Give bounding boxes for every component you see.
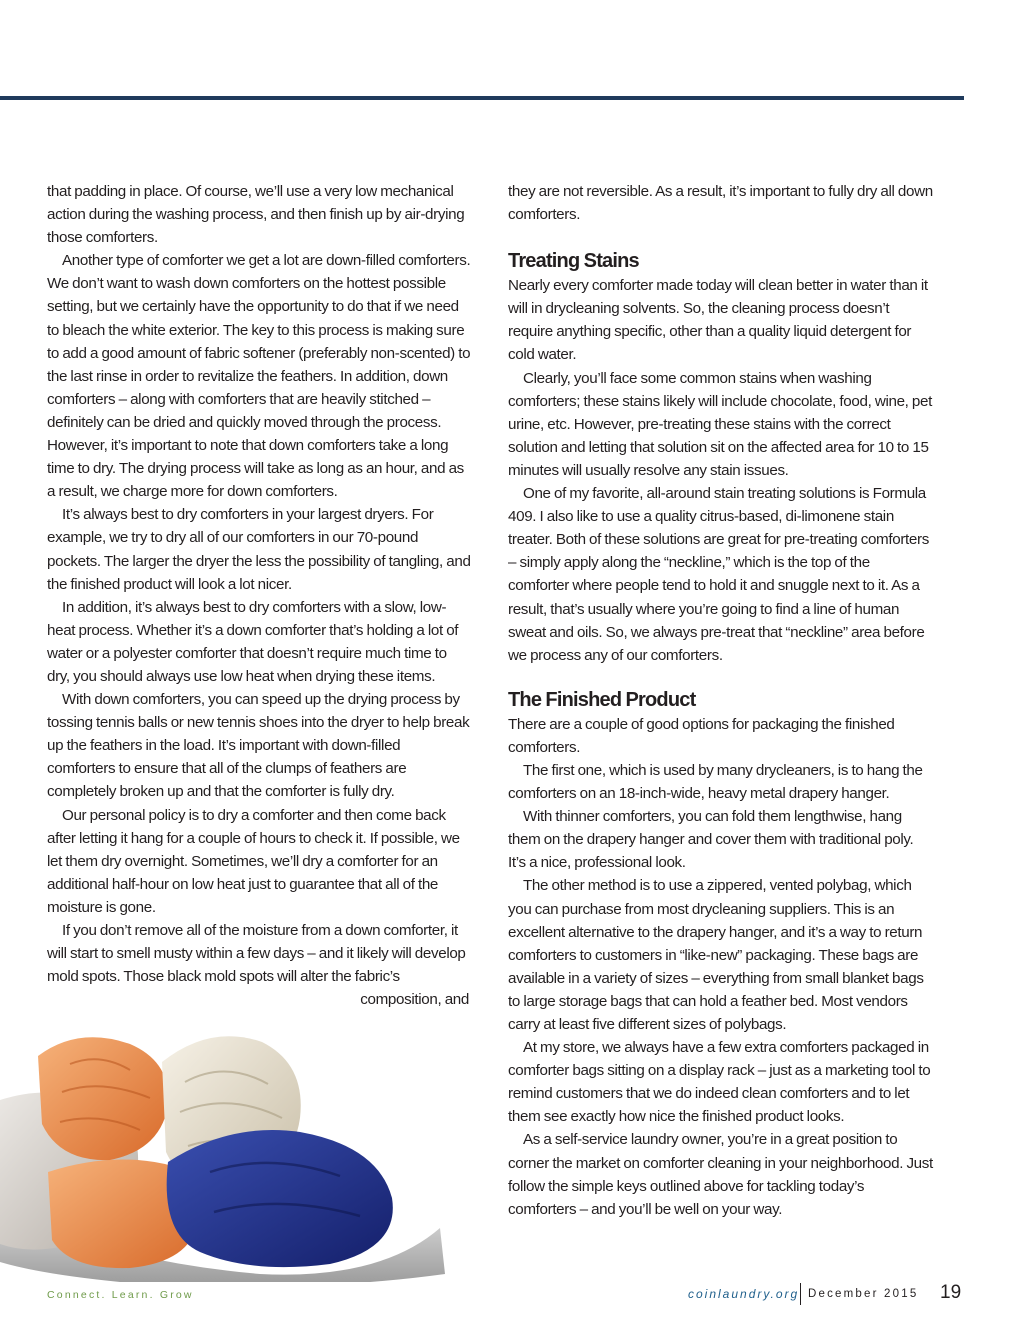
paragraph: Nearly every comforter made today will clean better in water than it will in drycleaning solvents. So, the cleaning process doesn’t require anything specific, other than a quality liquid detergent for cold water. <box>508 277 928 364</box>
section-heading-treating-stains: Treating Stains <box>508 250 639 273</box>
paragraph: Clearly, you’ll face some common stains when washing comforters; these stains likely will include chocolate, food, wine, pet urine, etc. However, pre-treating these stains with the correct solution and letting that solution sit on the affected area for 10 to 15 minutes will usually resolve any stain issues. <box>508 369 932 479</box>
header-rule <box>0 96 964 100</box>
paragraph: In addition, it’s always best to dry comforters with a slow, low-heat process. Whether it’s a down comforter that’s holding a lot of water or a polyester comforter that doesn’t require much time to dry, you should always use low heat when drying these items. <box>47 598 459 685</box>
orange-comforter-upper <box>38 1037 168 1160</box>
page-number: 19 <box>940 1282 962 1303</box>
paragraph: that padding in place. Of course, we’ll use a very low mechanical action during the washing process, and then finish up by air-drying those comforters. <box>47 183 465 247</box>
section-heading-finished-product: The Finished Product <box>508 688 696 711</box>
continuation-text: composition, and <box>360 991 469 1009</box>
paragraph: One of my favorite, all-around stain treating solutions is Formula 409. I also like to use a quality citrus-based, di-limonene stain treater. Both of these solutions are great for pre-treating comforters – simply apply along the “neckline,” which is the top of the comforter where people tend to hold it and snuggle next to it. As a result, that’s usually where you’re going to find a line of human sweat and oils. So, we always pre-treat that “neckline” area before we process any of our comforters. <box>508 485 929 664</box>
left-column <box>47 180 471 1011</box>
right-column <box>508 180 934 1221</box>
paragraph: As a self-service laundry owner, you’re in a great position to corner the market on comforter cleaning in your neighborhood. Just follow the simple keys outlined above for tackling today’s comforters – and you’ll be well on your way. <box>508 1131 933 1218</box>
page-footer <box>0 1283 1024 1307</box>
footer-divider <box>800 1283 801 1305</box>
paragraph: At my store, we always have a few extra comforters packaged in comforter bags sitting on a display rack – just as a marketing tool to remind customers that we do indeed clean comforters and to let them see exactly how nice the finished product looks. <box>508 1039 931 1126</box>
paragraph: With down comforters, you can speed up the drying process by tossing tennis balls or new tennis shoes into the dryer to help break up the feathers in the load. It’s important with down-filled comforters to ensure that all of the clumps of feathers are completely broken up and that the comforter is fully dry. <box>47 691 470 801</box>
paragraph: It’s always best to dry comforters in your largest dryers. For example, we try to dry all of our comforters in our 70-pound pockets. The larger the dryer the less the possibility of tangling, and the finished product will look a lot nicer. <box>47 506 471 593</box>
comforters-photo <box>0 1012 470 1282</box>
footer-tagline: Connect. Learn. Grow <box>47 1289 194 1301</box>
paragraph: Another type of comforter we get a lot are down-filled comforters. We don’t want to wash down comforters on the hottest possible setting, but we certainly have the opportunity to do that if we need to bleach the white exterior. The key to this process is making sure to add a good amount of fabric softener (preferably non-scented) to the last rinse in order to revitalize the feathers. In addition, down comforters – along with comforters that are heavily stitched – definitely can be dried and quickly moved through the process. However, it’s important to note that down comforters take a long time to dry. The drying process will take as long as an hour, and as a result, we charge more for down comforters. <box>47 252 471 501</box>
footer-issue-date: December 2015 <box>808 1288 919 1300</box>
paragraph: If you don’t remove all of the moisture from a down comforter, it will start to smell musty within a few days – and it likely will develop mold spots. Those black mold spots will alter the fabric’s <box>47 922 466 986</box>
paragraph: There are a couple of good options for packaging the finished comforters. <box>508 715 895 756</box>
blue-comforter <box>167 1130 393 1267</box>
paragraph: With thinner comforters, you can fold them lengthwise, hang them on the drapery hanger and cover them with traditional poly. It’s a nice, professional look. <box>508 808 914 872</box>
paragraph: they are not reversible. As a result, it’s important to fully dry all down comforters. <box>508 183 933 224</box>
paragraph: The first one, which is used by many drycleaners, is to hang the comforters on an 18-inch-wide, heavy metal drapery hanger. <box>508 761 923 803</box>
paragraph: Our personal policy is to dry a comforter and then come back after letting it hang for a couple of hours to check it. If possible, we let them dry overnight. Sometimes, we’ll dry a comforter for an additional half-hour on low heat just to guarantee that all of the moisture is gone. <box>47 806 460 916</box>
paragraph: The other method is to use a zippered, vented polybag, which you can purchase from most drycleaning suppliers. This is an excellent alternative to the drapery hanger, and it’s a way to return comforters to customers in “like-new” packaging. These bags are available in a variety of sizes – everything from small blanket bags to large storage bags that can hold a feather bed. Most vendors carry at least five different sizes of polybags. <box>508 877 924 1033</box>
footer-site-link[interactable]: coinlaundry.org <box>688 1287 800 1301</box>
